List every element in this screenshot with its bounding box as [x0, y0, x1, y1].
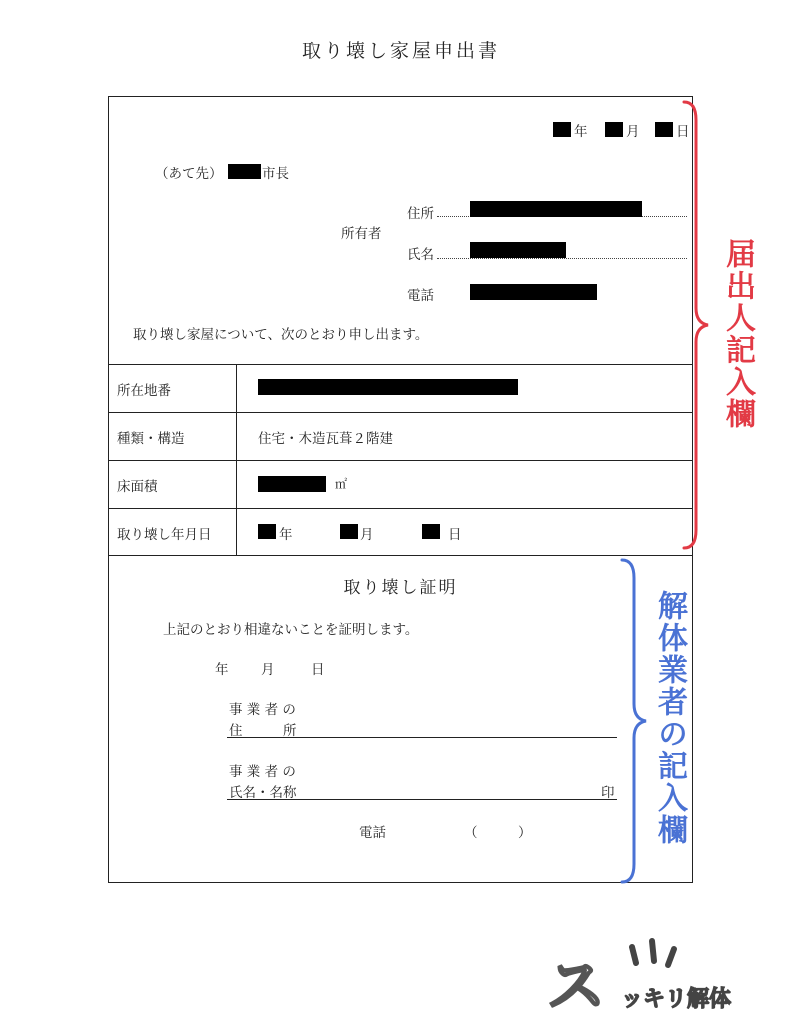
cert-phone-parens: （ ） — [464, 825, 532, 841]
owner-phone-label: 電話 — [407, 288, 434, 304]
date-day-label: 日 — [676, 124, 690, 140]
document-title: 取り壊し家屋申出書 — [301, 40, 500, 62]
business-of-label-1: 事 業 者 の — [229, 702, 296, 718]
type-label: 種類・構造 — [117, 431, 185, 447]
business-of-label-2: 事 業 者 の — [229, 764, 296, 780]
row-divider-1 — [109, 412, 692, 413]
name-dotted-line — [437, 258, 687, 259]
redacted-area — [258, 476, 326, 492]
business-address-line — [227, 737, 617, 738]
seal-mark: 印 — [601, 785, 615, 801]
redacted-demolish-year — [258, 524, 276, 539]
intro-text: 取り壊し家屋について、次のとおり申し出ます。 — [133, 327, 429, 343]
business-name-label: 氏名・名称 — [229, 785, 297, 801]
sukkiri-kaitai-logo — [545, 935, 785, 1020]
date-month-label: 月 — [626, 124, 640, 140]
cert-month-label: 月 — [261, 662, 275, 678]
cert-year-label: 年 — [215, 662, 229, 678]
demolish-month-label: 月 — [360, 527, 374, 543]
redacted-demolish-month — [340, 524, 358, 539]
owner-address-label: 住所 — [407, 206, 434, 222]
table-bottom-line — [109, 555, 692, 556]
blue-brace — [614, 556, 654, 888]
table-top-line — [109, 364, 692, 365]
redacted-city — [228, 164, 261, 179]
redacted-year — [553, 122, 571, 137]
red-brace — [676, 98, 716, 553]
certificate-title: 取り壊し証明 — [343, 578, 458, 598]
cert-day-label: 日 — [311, 662, 325, 678]
business-address-label: 住 所 — [229, 723, 297, 739]
demolish-year-label: 年 — [279, 527, 293, 543]
demolish-date-label: 取り壊し年月日 — [117, 527, 212, 543]
business-name-line — [227, 799, 617, 800]
redacted-location — [258, 379, 518, 395]
logo-big-char: ス — [547, 952, 606, 1020]
redacted-demolish-day — [422, 524, 440, 539]
logo-text: ッキリ解体 — [621, 987, 732, 1012]
area-label: 床面積 — [117, 479, 158, 495]
recipient-suffix: 市長 — [262, 166, 289, 182]
type-value: 住宅・木造瓦葺２階建 — [258, 431, 393, 447]
redacted-day — [655, 122, 673, 137]
redacted-address — [470, 201, 642, 217]
form-frame — [108, 96, 693, 883]
date-year-label: 年 — [574, 124, 588, 140]
redacted-month — [605, 122, 623, 137]
contractor-side-label: 解体業者の記入欄 — [652, 590, 687, 846]
row-divider-3 — [109, 508, 692, 509]
cert-phone-label: 電話 — [359, 825, 386, 841]
redacted-name — [470, 242, 566, 258]
logo-accent-strokes-icon — [620, 935, 690, 969]
table-column-divider — [236, 364, 237, 555]
redacted-phone — [470, 284, 597, 300]
demolish-day-label: 日 — [448, 527, 462, 543]
area-unit: ㎡ — [335, 477, 348, 491]
owner-label: 所有者 — [341, 226, 382, 242]
applicant-side-label: 届出人記入欄 — [720, 238, 755, 430]
certificate-statement: 上記のとおり相違ないことを証明します。 — [163, 622, 419, 638]
owner-name-label: 氏名 — [407, 247, 434, 263]
row-divider-2 — [109, 460, 692, 461]
recipient-prefix: （あて先） — [155, 166, 223, 182]
location-label: 所在地番 — [117, 383, 171, 399]
